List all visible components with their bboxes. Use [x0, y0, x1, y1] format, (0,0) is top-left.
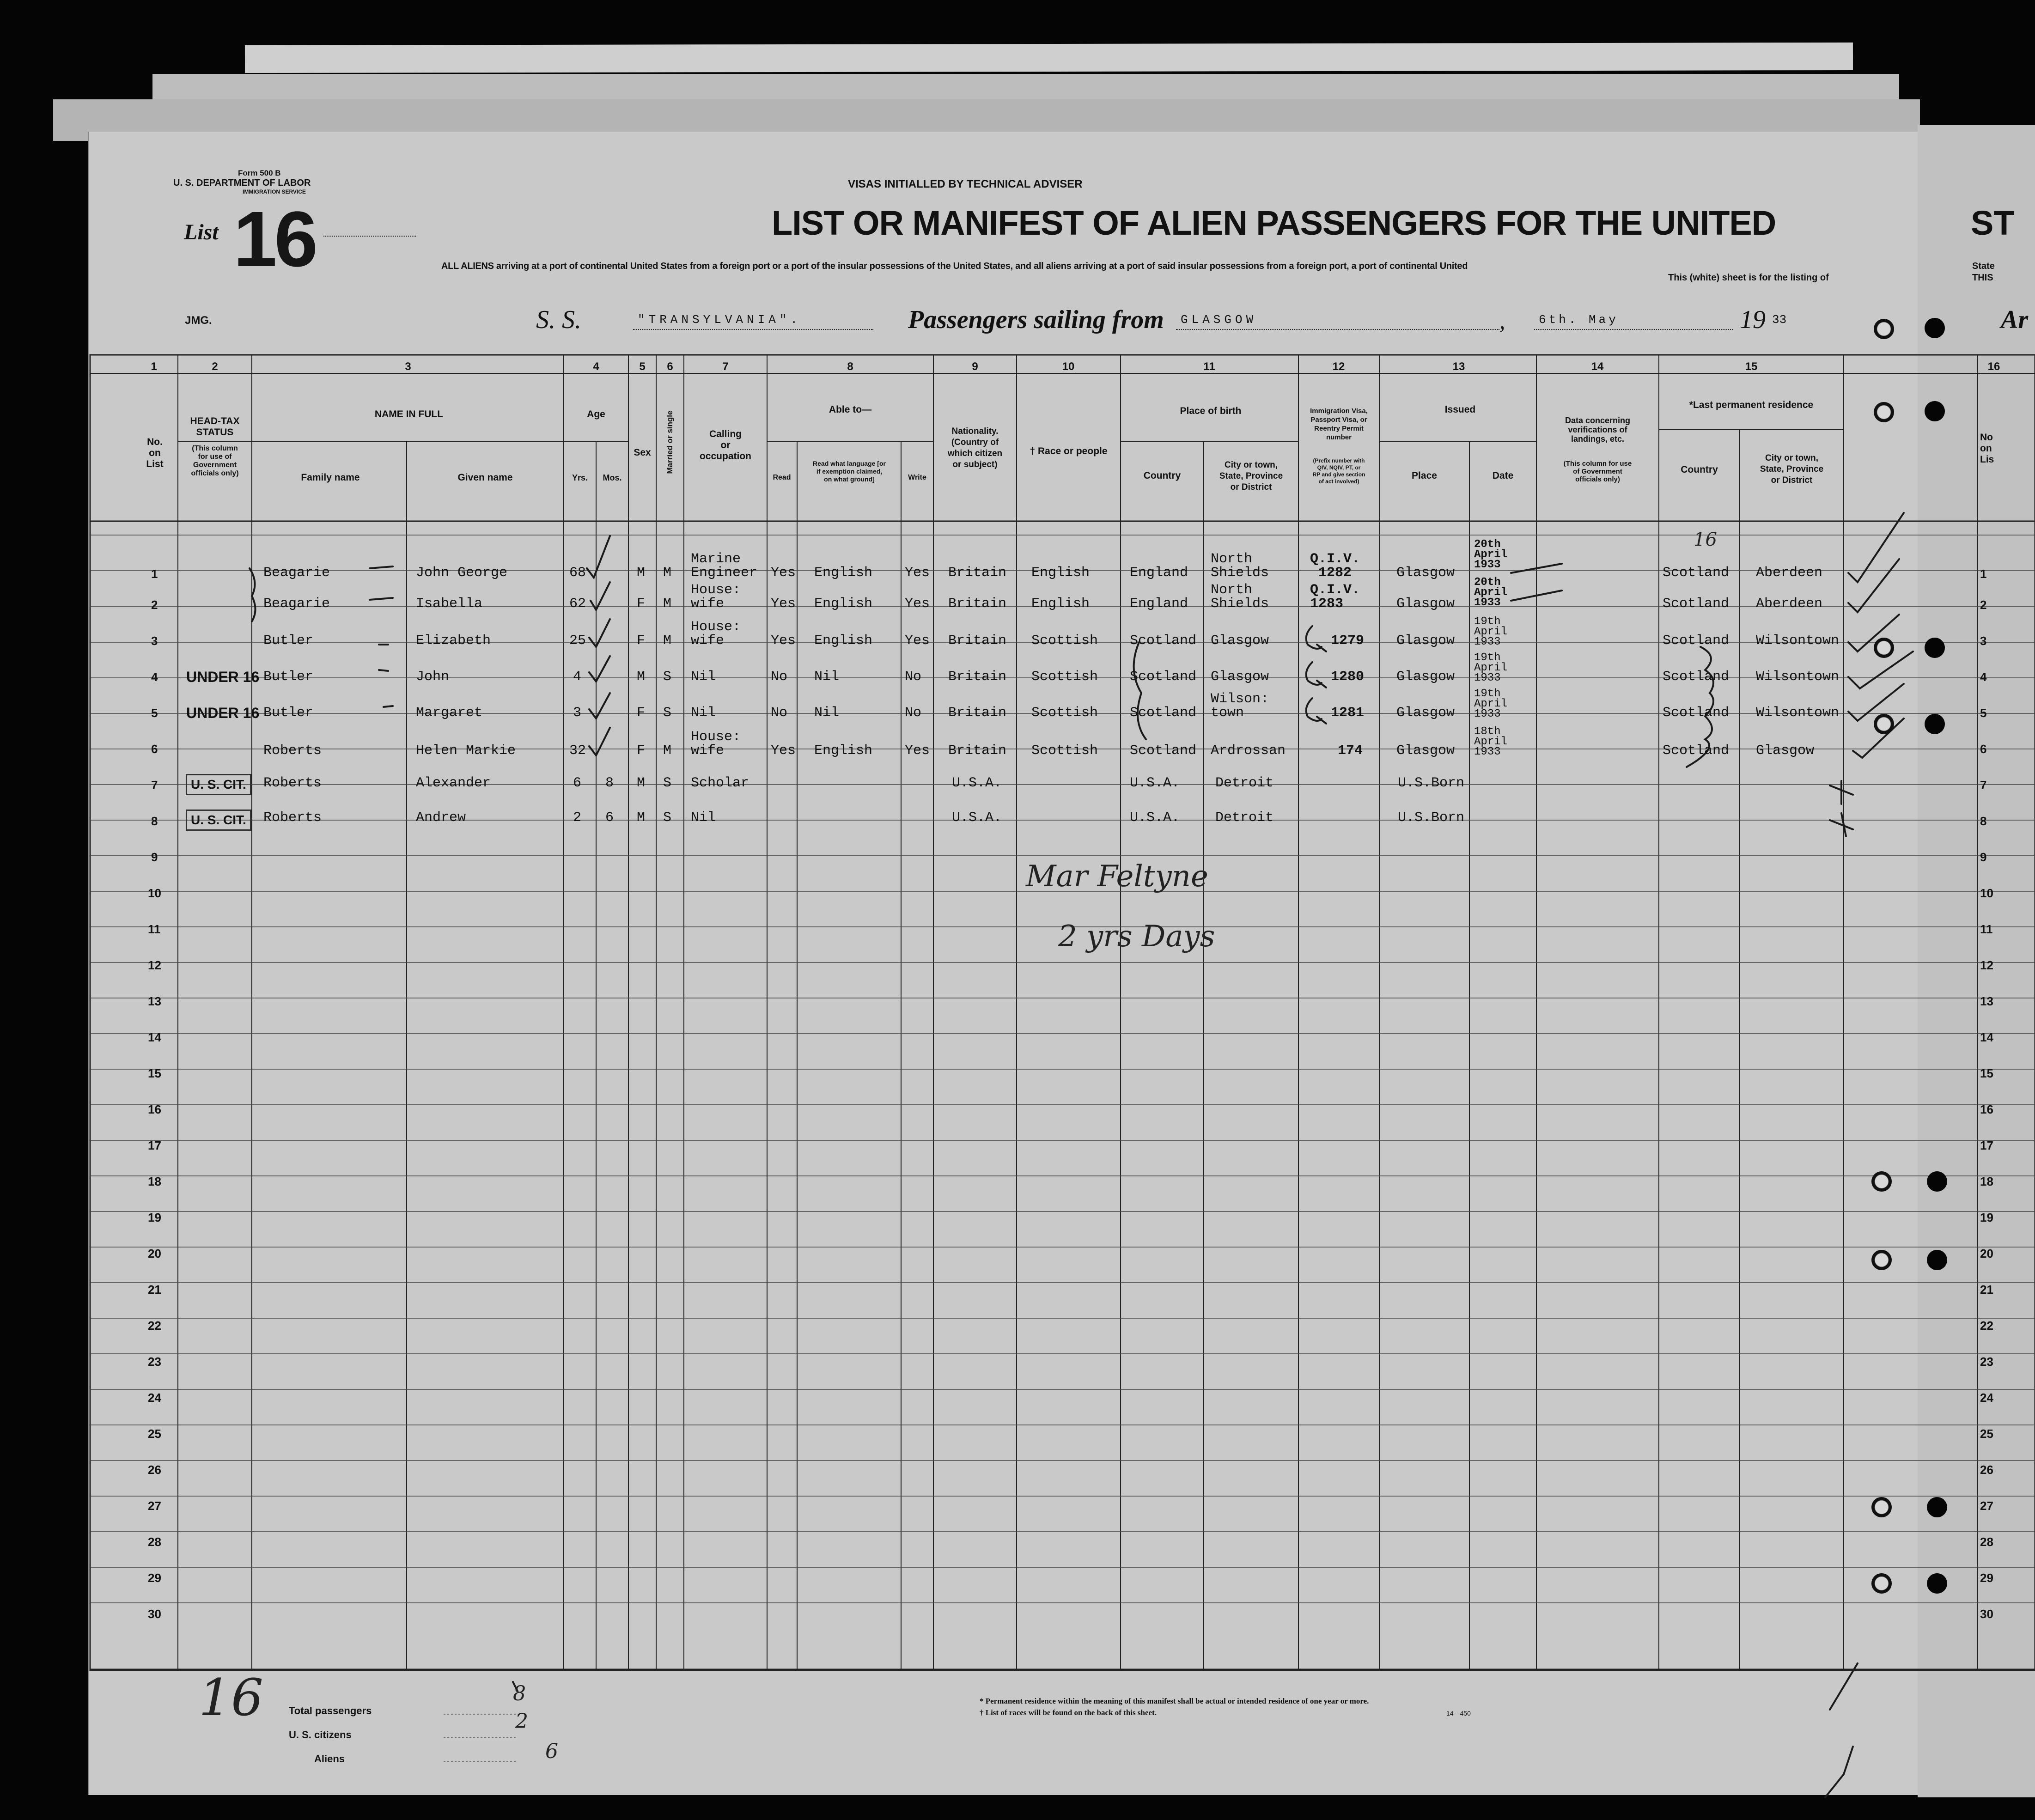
hdr-race: † Race or people [1030, 446, 1108, 457]
hdr-country: Country [1143, 470, 1181, 481]
nationality: Britain [948, 565, 1007, 581]
sex: F [637, 596, 646, 612]
residence-city: Aberdeen [1756, 565, 1823, 581]
row-number-right: 16 [1980, 1102, 1993, 1116]
can-write: No [905, 705, 922, 721]
occupation: Nil [691, 669, 716, 685]
hdr-yrs: Yrs. [572, 473, 588, 482]
us-citizen-stamp: U. S. CIT. [186, 810, 251, 831]
birth-country: England [1130, 565, 1188, 581]
residence-city: Wilsontown [1756, 669, 1840, 685]
subtitle-line1: ALL ALIENS arriving at a port of continental United States from a foreign port or a port of the insular possessions of the United States, and all aliens arriving at a port of said insular possessions from a foreign port, a port of continental United [441, 261, 1468, 271]
language: Nil [814, 705, 840, 721]
language: Nil [814, 669, 840, 685]
residence-city: Wilsontown [1756, 705, 1840, 721]
sex: M [637, 669, 646, 685]
sex: M [637, 565, 646, 581]
row-number: 6 [151, 742, 158, 756]
issued-place: Glasgow [1396, 565, 1455, 581]
row-number: 24 [148, 1391, 161, 1405]
row-number-right: 18 [1980, 1175, 1993, 1188]
row-number-right: 4 [1980, 670, 1987, 684]
row-number: 25 [148, 1427, 161, 1441]
next-page-ar: Ar [2001, 305, 2029, 334]
row-number-right: 6 [1980, 742, 1987, 756]
age-months: 8 [605, 775, 614, 791]
birth-city: Detroit [1215, 810, 1274, 826]
row-number-right: 17 [1980, 1138, 1993, 1152]
language: English [814, 633, 873, 649]
col-num: 14 [1591, 360, 1604, 373]
row-number: 16 [148, 1102, 161, 1116]
row-number: 14 [148, 1030, 161, 1044]
port-name: GLASGOW [1181, 313, 1257, 327]
race-footnote: † List of races will be found on the back of this sheet. [980, 1708, 1157, 1717]
list-label: List [184, 220, 219, 244]
residence-country: Scotland [1663, 705, 1730, 721]
row-number-right: 9 [1980, 850, 1987, 864]
row-number: 5 [151, 706, 158, 720]
service: IMMIGRATION SERVICE [243, 189, 306, 195]
nationality: Britain [948, 705, 1007, 721]
row-number: 20 [148, 1247, 161, 1260]
can-read: No [771, 669, 788, 685]
col-num: 15 [1745, 360, 1758, 373]
row-number: 29 [148, 1571, 161, 1585]
hdr-res-city: City or town, State, Province or District [1760, 453, 1824, 485]
family-name: Roberts [263, 743, 322, 759]
row-number: 8 [151, 814, 158, 828]
row-number: 13 [148, 994, 161, 1008]
age-years: 25 [569, 633, 586, 649]
row-number-right: 10 [1980, 886, 1993, 900]
birth-city: Wilson: town [1211, 691, 1269, 721]
row-number-right: 1 [1980, 567, 1987, 581]
row-number-right: 24 [1980, 1391, 1993, 1405]
aliens-label: Aliens [314, 1753, 345, 1765]
issued-place: Glasgow [1396, 633, 1455, 649]
row-number: 18 [148, 1175, 161, 1188]
row-number: 9 [151, 850, 158, 864]
birth-city: North Shields [1211, 582, 1269, 612]
row-number-right: 15 [1980, 1066, 1993, 1080]
clerk-initials: JMG. [185, 314, 212, 327]
sex: M [637, 810, 646, 826]
col-num: 1 [151, 360, 157, 373]
punch-hole [1874, 319, 1894, 339]
marital-status: S [663, 705, 672, 721]
visa-number: 174 [1338, 743, 1363, 759]
manifest-title: LIST OR MANIFEST OF ALIEN PASSENGERS FOR THE UNITED [772, 204, 1776, 242]
row-number: 22 [148, 1319, 161, 1333]
us-citizen-stamp: U. S. CIT. [186, 774, 251, 795]
row-number-right: 11 [1980, 922, 1993, 936]
next-page-sub1: State [1972, 261, 1995, 271]
can-write: Yes [905, 565, 930, 581]
occupation: Marine Engineer [691, 551, 758, 581]
residence-footnote: * Permanent residence within the meaning of this manifest shall be actual or intended residence of one year or more. [980, 1697, 1369, 1705]
punch-hole [1871, 1250, 1892, 1270]
year-prefix: 19 [1740, 305, 1766, 334]
occupation: House: wife [691, 729, 741, 759]
col-num: 9 [972, 360, 978, 373]
issued-place: U.S.Born [1398, 775, 1465, 791]
given-name: John George [416, 565, 508, 581]
given-name: Isabella [416, 596, 483, 612]
age-months: 6 [605, 810, 614, 826]
given-name: John [416, 669, 450, 685]
hdr-calling: Calling or occupation [699, 429, 751, 462]
col-num: 13 [1452, 360, 1465, 373]
birth-country: England [1130, 596, 1188, 612]
punch-hole [1927, 1497, 1947, 1517]
hdr-place-of-birth: Place of birth [1180, 406, 1242, 416]
issued-place: Glasgow [1396, 669, 1455, 685]
birth-country: Scotland [1130, 633, 1197, 649]
sailing-date: 6th. May [1539, 313, 1619, 327]
race: Scottish [1031, 669, 1098, 685]
row-number: 23 [148, 1355, 161, 1369]
birth-country: U.S.A. [1130, 775, 1180, 791]
can-read: Yes [771, 633, 796, 649]
given-name: Elizabeth [416, 633, 491, 649]
age-years: 2 [573, 810, 582, 826]
hdr-no-on-list: No. on List [146, 437, 164, 469]
list-number-stamp: 16 [233, 195, 316, 283]
row-number-right: 8 [1980, 814, 1987, 828]
col-num: 6 [667, 360, 673, 373]
marital-status: M [663, 743, 672, 759]
subtitle-line2: This (white) sheet is for the listing of [1668, 273, 1829, 283]
hdr-read-language: Read what language [or if exemption claimed, on what ground] [813, 460, 886, 483]
can-read: Yes [771, 565, 796, 581]
residence-city: Wilsontown [1756, 633, 1840, 649]
hdr-given-name: Given name [457, 472, 513, 483]
total-passengers-value: 8 [513, 1682, 526, 1705]
language: English [814, 743, 873, 759]
row-number: 15 [148, 1066, 161, 1080]
can-write: Yes [905, 633, 930, 649]
row-number-right: 3 [1980, 634, 1987, 648]
punch-hole [1925, 714, 1945, 734]
row-number: 19 [148, 1211, 161, 1224]
comma: , [1499, 308, 1505, 334]
row-number-right: 20 [1980, 1247, 1993, 1260]
punch-hole [1927, 1171, 1947, 1192]
issued-date: 18th April 1933 [1474, 725, 1508, 758]
row-number: 3 [151, 634, 158, 648]
row-number: 17 [148, 1138, 161, 1152]
hdr-visa-note: (Prefix number with QIV, NQIV, PT, or RP and give section of act involved) [1312, 457, 1365, 485]
birth-city: North Shields [1211, 551, 1269, 581]
hdr-write: Write [908, 474, 926, 481]
hdr-read: Read [773, 474, 791, 481]
aliens-value: 6 [545, 1740, 558, 1763]
race: English [1031, 565, 1090, 581]
ship-name: "TRANSYLVANIA". [638, 313, 802, 327]
hdr-last-residence: *Last permanent residence [1689, 400, 1814, 410]
occupation: Scholar [691, 775, 749, 791]
col-num: 5 [639, 360, 646, 373]
visa-number: 1279 [1331, 633, 1365, 649]
sex: F [637, 633, 646, 649]
row-number: 12 [148, 958, 161, 972]
punch-hole [1871, 1497, 1892, 1517]
col-num: 11 [1203, 360, 1215, 373]
punch-hole [1871, 1171, 1892, 1192]
hdr-name-in-full: NAME IN FULL [374, 409, 444, 420]
issued-date: 19th April 1933 [1474, 651, 1508, 684]
row-number-right: 5 [1980, 706, 1987, 720]
can-write: Yes [905, 596, 930, 612]
handwritten-note-line1: Mar Feltyne [1026, 859, 1208, 894]
age-years: 4 [573, 669, 582, 685]
row-number: 4 [151, 670, 158, 684]
row-number-right: 21 [1980, 1283, 1993, 1297]
birth-country: Scotland [1130, 705, 1197, 721]
residence-country: Scotland [1663, 669, 1730, 685]
language: English [814, 596, 873, 612]
family-name: Roberts [263, 810, 322, 826]
hdr-no-on-list-right: No on Lis [1980, 432, 1994, 465]
marital-status: M [663, 565, 672, 581]
row-number-right: 25 [1980, 1427, 1993, 1441]
row-number: 28 [148, 1535, 161, 1549]
family-name: Beagarie [263, 596, 330, 612]
issued-place: Glasgow [1396, 705, 1455, 721]
hdr-married: Married or single [665, 410, 674, 474]
residence-country: Scotland [1663, 565, 1730, 581]
visa-number: 1280 [1331, 669, 1365, 685]
form-number: Form 500 B [238, 169, 281, 177]
head-tax-stamp: UNDER 16 [186, 705, 260, 721]
occupation: House: wife [691, 582, 741, 612]
given-name: Alexander [416, 775, 491, 791]
punch-hole [1927, 1573, 1947, 1594]
year-suffix: 33 [1772, 313, 1787, 327]
col-num: 2 [212, 360, 218, 373]
row-number-right: 7 [1980, 778, 1987, 792]
nationality: Britain [948, 669, 1007, 685]
sex: M [637, 775, 646, 791]
race: Scottish [1031, 705, 1098, 721]
sex: F [637, 705, 646, 721]
handwritten-note-line2: 2 yrs Days [1058, 919, 1215, 954]
row-number-right: 28 [1980, 1535, 1993, 1549]
row-number-right: 23 [1980, 1355, 1993, 1369]
handwritten-footer-mark: 16 [199, 1668, 263, 1727]
birth-country: Scotland [1130, 669, 1197, 685]
head-tax-stamp: UNDER 16 [186, 669, 260, 685]
residence-country: Scotland [1663, 743, 1730, 759]
age-years: 6 [573, 775, 582, 791]
punch-hole [1925, 638, 1945, 658]
punch-hole [1874, 638, 1894, 658]
residence-city: Glasgow [1756, 743, 1815, 759]
sailing-label: Passengers sailing from [908, 305, 1164, 334]
visa-number: Q.I.V. 1283 [1310, 582, 1360, 612]
row-number-right: 26 [1980, 1463, 1993, 1477]
row-number-right: 22 [1980, 1319, 1993, 1333]
family-name: Butler [263, 705, 314, 721]
birth-country: Scotland [1130, 743, 1197, 759]
hdr-visa: Immigration Visa, Passport Visa, or Reentry Permit number [1310, 407, 1368, 441]
col-num: 12 [1332, 360, 1345, 373]
race: Scottish [1031, 743, 1098, 759]
hdr-nationality: Nationality. (Country of which citizen or subject) [947, 426, 1003, 469]
row-number: 27 [148, 1499, 161, 1513]
col-num: 3 [405, 360, 411, 373]
col-num: 4 [593, 360, 599, 373]
total-passengers-label: Total passengers [289, 1705, 372, 1717]
given-name: Helen Markie [416, 743, 516, 759]
nationality: Britain [948, 743, 1007, 759]
row-number: 1 [151, 567, 158, 581]
race: English [1031, 596, 1090, 612]
visa-note: VISAS INITIALLED BY TECHNICAL ADVISER [848, 178, 1083, 190]
row-number-right: 30 [1980, 1607, 1993, 1621]
can-read: No [771, 705, 788, 721]
birth-city: Glasgow [1211, 633, 1269, 649]
language: English [814, 565, 873, 581]
col-num: 7 [722, 360, 729, 373]
birth-city: Glasgow [1211, 669, 1269, 685]
row-number-right: 12 [1980, 958, 1993, 972]
punch-hole [1871, 1573, 1892, 1594]
row-number: 21 [148, 1283, 161, 1297]
marital-status: M [663, 596, 672, 612]
punch-hole [1925, 318, 1945, 338]
row-number: 7 [151, 778, 158, 792]
visa-number: 1281 [1331, 705, 1365, 721]
row-number-right: 29 [1980, 1571, 1993, 1585]
col-num: 10 [1062, 360, 1075, 373]
marital-status: M [663, 633, 672, 649]
can-read: Yes [771, 596, 796, 612]
next-page-title: ST [1971, 204, 2015, 242]
age-years: 32 [569, 743, 586, 759]
nationality: U.S.A. [952, 775, 1002, 791]
hdr-head-tax-note: (This column for use of Government officials only) [191, 444, 239, 477]
next-page-sub2: THIS [1972, 273, 1993, 283]
residence-city: Aberdeen [1756, 596, 1823, 612]
ss-label: S. S. [536, 305, 581, 334]
hdr-family-name: Family name [301, 472, 360, 483]
can-write: Yes [905, 743, 930, 759]
handwritten-column-mark: 16 [1694, 529, 1717, 550]
department: U. S. DEPARTMENT OF LABOR [173, 178, 311, 188]
issued-place: Glasgow [1396, 596, 1455, 612]
row-number-right: 13 [1980, 994, 1993, 1008]
can-read: Yes [771, 743, 796, 759]
family-name: Butler [263, 669, 314, 685]
hdr-sex: Sex [634, 447, 651, 458]
nationality: Britain [948, 596, 1007, 612]
col-num: 8 [847, 360, 853, 373]
issued-date: 20th April 1933 [1474, 538, 1508, 571]
punch-hole [1874, 714, 1894, 734]
marital-status: S [663, 810, 672, 826]
hdr-issued: Issued [1444, 404, 1476, 415]
hdr-date: Date [1492, 470, 1514, 481]
birth-city: Detroit [1215, 775, 1274, 791]
us-citizens-value: 2 [515, 1710, 528, 1733]
family-name: Beagarie [263, 565, 330, 581]
occupation: House: wife [691, 619, 741, 649]
residence-country: Scotland [1663, 596, 1730, 612]
issued-date: 20th April 1933 [1474, 576, 1508, 609]
sex: F [637, 743, 646, 759]
issued-date: 19th April 1933 [1474, 688, 1508, 720]
punch-hole [1874, 402, 1894, 422]
race: Scottish [1031, 633, 1098, 649]
residence-country: Scotland [1663, 633, 1730, 649]
nationality: U.S.A. [952, 810, 1002, 826]
row-number: 10 [148, 886, 161, 900]
occupation: Nil [691, 705, 716, 721]
hdr-head-tax: HEAD-TAX STATUS [190, 416, 240, 438]
family-name: Roberts [263, 775, 322, 791]
col-num: 16 [1987, 360, 2000, 373]
hdr-res-country: Country [1681, 464, 1718, 475]
punch-hole [1927, 1250, 1947, 1270]
given-name: Margaret [416, 705, 483, 721]
row-number: 30 [148, 1607, 161, 1621]
row-number-right: 27 [1980, 1499, 1993, 1513]
form-code: 14—450 [1446, 1710, 1471, 1717]
hdr-city: City or town, State, Province or District [1219, 460, 1283, 492]
row-number-right: 14 [1980, 1030, 1993, 1044]
age-years: 68 [569, 565, 586, 581]
nationality: Britain [948, 633, 1007, 649]
hdr-place: Place [1412, 470, 1437, 481]
hdr-age: Age [587, 409, 605, 420]
visa-number: Q.I.V. 1282 [1310, 551, 1360, 581]
marital-status: S [663, 669, 672, 685]
us-citizens-label: U. S. citizens [289, 1729, 352, 1741]
age-years: 62 [569, 596, 586, 612]
row-number: 11 [148, 922, 161, 936]
issued-place: Glasgow [1396, 743, 1455, 759]
marital-status: S [663, 775, 672, 791]
issued-place: U.S.Born [1398, 810, 1465, 826]
given-name: Andrew [416, 810, 466, 826]
issued-date: 19th April 1933 [1474, 615, 1508, 648]
row-number-right: 2 [1980, 598, 1987, 612]
row-number-right: 19 [1980, 1211, 1993, 1224]
hdr-able-to: Able to— [829, 404, 872, 415]
row-number: 26 [148, 1463, 161, 1477]
can-write: No [905, 669, 922, 685]
row-number: 2 [151, 598, 158, 612]
occupation: Nil [691, 810, 716, 826]
family-name: Butler [263, 633, 314, 649]
punch-hole [1925, 401, 1945, 421]
hdr-mos: Mos. [603, 473, 622, 482]
hdr-data-concerning: Data concerning verifications of landings, etc. [1565, 416, 1631, 444]
age-years: 3 [573, 705, 582, 721]
birth-country: U.S.A. [1130, 810, 1180, 826]
hdr-data-note: (This column for use of Government officials only) [1563, 460, 1632, 483]
birth-city: Ardrossan [1211, 743, 1286, 759]
